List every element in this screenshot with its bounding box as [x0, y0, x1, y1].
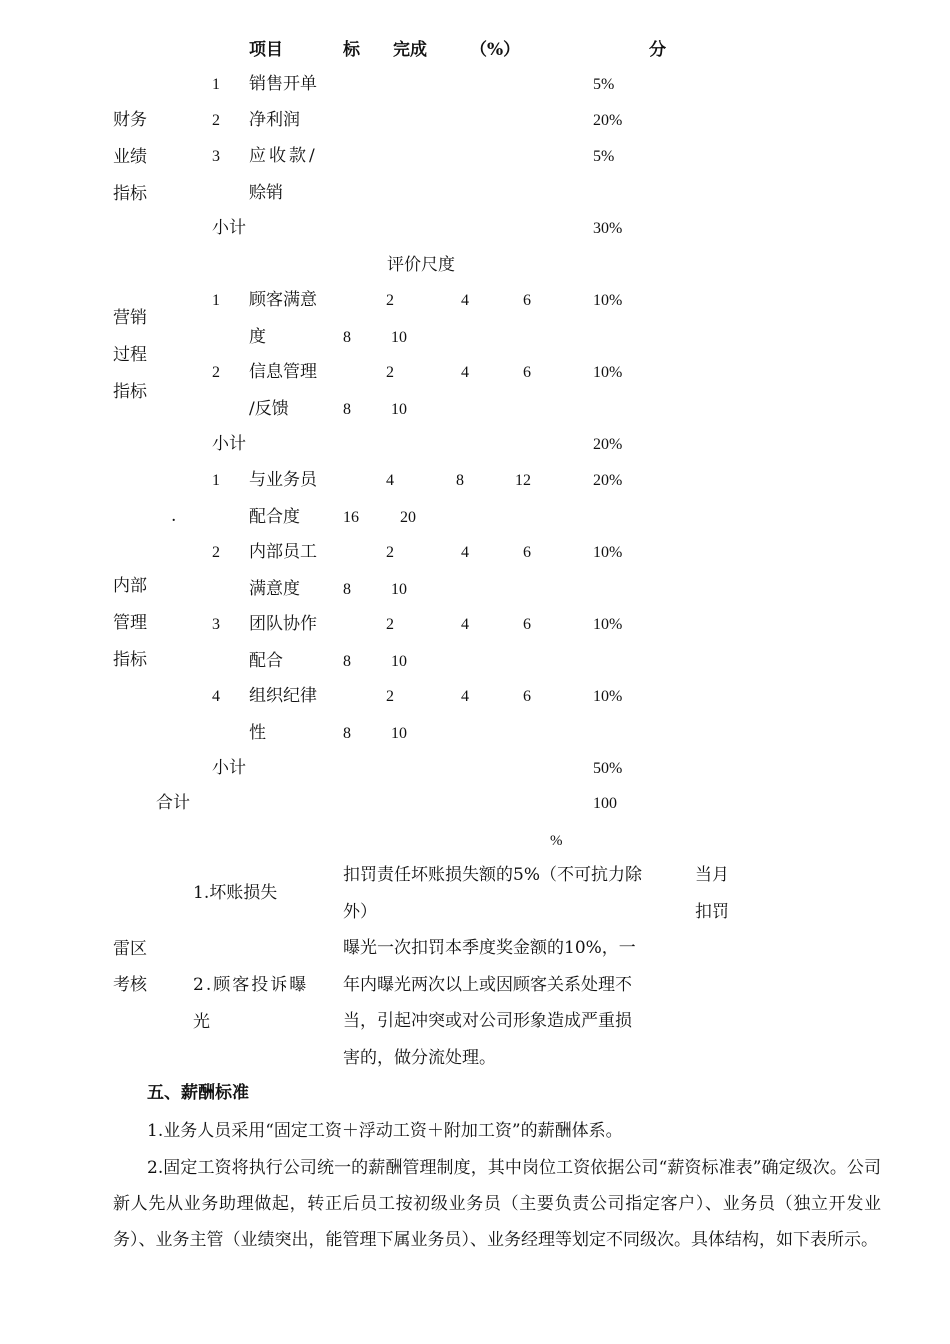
subtotal-label: 小计: [212, 218, 246, 238]
row-number: 3: [212, 148, 220, 165]
row-weight: 20%: [593, 472, 623, 489]
scale-value: 2: [386, 688, 394, 705]
header-pct: （%）: [470, 40, 521, 60]
row-name: 净利润: [249, 110, 300, 130]
scale-value: 8: [456, 472, 464, 489]
row-name: 配合度: [249, 507, 300, 527]
redzone-category: 考核: [113, 975, 147, 995]
subtotal-label: 小计: [212, 434, 246, 454]
row-weight: 10%: [593, 688, 623, 705]
scale-value: 4: [461, 292, 469, 309]
subtotal-value: 30%: [593, 220, 623, 237]
row-number: 3: [212, 616, 220, 633]
scale-value: 8: [343, 581, 351, 598]
row-name: 与业务员: [249, 470, 317, 490]
total-pct: %: [550, 833, 563, 849]
scale-value: 8: [343, 653, 351, 670]
row-name: 配合: [249, 651, 283, 671]
scale-value: 4: [461, 544, 469, 561]
header-complete: 完成: [393, 40, 427, 60]
row-name: 内部员工: [249, 542, 317, 562]
scale-value: 6: [523, 292, 531, 309]
scale-value: 10: [391, 653, 407, 670]
redzone-item-name: 2.顾客投诉曝: [193, 975, 309, 995]
internal-category: 内部: [113, 576, 147, 596]
header-target: 标: [343, 40, 360, 60]
scale-value: 2: [386, 544, 394, 561]
redzone-category: 雷区: [113, 939, 147, 959]
row-weight: 10%: [593, 616, 623, 633]
row-number: 2: [212, 112, 220, 129]
row-number: 2: [212, 364, 220, 381]
header-score: 分: [649, 40, 666, 60]
scale-value: 2: [386, 616, 394, 633]
finance-category: 业绩: [113, 147, 147, 167]
row-weight: 10%: [593, 292, 623, 309]
scale-value: 4: [461, 688, 469, 705]
row-name: 销售开单: [249, 74, 317, 94]
row-name: 性: [249, 723, 266, 743]
redzone-item-desc: 害的，做分流处理。: [343, 1048, 496, 1068]
row-name: /反馈: [249, 399, 289, 419]
scale-value: 4: [386, 472, 394, 489]
redzone-item-name: 光: [193, 1012, 210, 1032]
scale-value: 2: [386, 292, 394, 309]
row-name: 组织纪律: [249, 686, 317, 706]
scale-value: 16: [343, 509, 359, 526]
redzone-item-desc: 扣罚责任坏账损失额的5%（不可抗力除: [343, 865, 642, 885]
scale-value: 10: [391, 401, 407, 418]
redzone-item-desc: 曝光一次扣罚本季度奖金额的10%，一: [343, 938, 636, 958]
row-weight: 20%: [593, 112, 623, 129]
marketing-category: 过程: [113, 345, 147, 365]
paragraph-1: [113, 1113, 881, 1149]
finance-category: 指标: [113, 184, 147, 204]
scale-value: 10: [391, 581, 407, 598]
row-weight: 5%: [593, 148, 615, 165]
row-name: 团队协作: [249, 614, 317, 634]
redzone-item-action: 扣罚: [695, 902, 729, 922]
scale-value: 6: [523, 544, 531, 561]
scale-value: 20: [400, 509, 416, 526]
scale-value: 4: [461, 616, 469, 633]
row-name: 顾客满意: [249, 290, 317, 310]
finance-category: 财务: [113, 110, 147, 130]
row-name: 满意度: [249, 579, 300, 599]
scale-value: 8: [343, 329, 351, 346]
paragraph-2: [113, 1150, 881, 1258]
row-number: 1: [212, 292, 220, 309]
scale-value: 2: [386, 364, 394, 381]
redzone-item-desc: 当，引起冲突或对公司形象造成严重损: [343, 1011, 632, 1031]
internal-category: 指标: [113, 650, 147, 670]
header-item: 项目: [249, 40, 283, 60]
row-name: 应收款/: [249, 146, 318, 166]
row-weight: 10%: [593, 544, 623, 561]
scale-value: 10: [391, 725, 407, 742]
redzone-item-name: 1.坏账损失: [193, 883, 278, 903]
row-weight: 5%: [593, 76, 615, 93]
scale-value: 8: [343, 401, 351, 418]
paragraph-2-text: 2.固定工资将执行公司统一的薪酬管理制度，其中岗位工资依据公司“薪资标准表”确定级次。公司新人先从业务助理做起，转正后员工按初级业务员（主要负责公司指定客户）、业务员（独立开发业务）、业务主管（业绩突出，能管理下属业务员）、业务经理等划定不同级次。具体结构，如下表所示。: [113, 1158, 881, 1250]
scale-value: 6: [523, 364, 531, 381]
subtotal-label: 小计: [212, 758, 246, 778]
subtotal-value: 20%: [593, 436, 623, 453]
row-number: 1: [212, 472, 220, 489]
row-weight: 10%: [593, 364, 623, 381]
redzone-item-desc: 外）: [343, 902, 377, 922]
scale-value: 6: [523, 688, 531, 705]
redzone-item-action: 当月: [695, 865, 729, 885]
internal-category: 管理: [113, 613, 147, 633]
subtotal-value: 50%: [593, 760, 623, 777]
stray-dot: .: [171, 506, 177, 526]
row-name: 赊销: [249, 183, 283, 203]
scale-value: 12: [515, 472, 531, 489]
total-label: 合计: [156, 793, 190, 813]
row-number: 4: [212, 688, 220, 705]
scale-value: 8: [343, 725, 351, 742]
row-name: 信息管理: [249, 362, 317, 382]
marketing-category: 指标: [113, 382, 147, 402]
scale-value: 10: [391, 329, 407, 346]
paragraph-1-text: 1.业务人员采用“固定工资＋浮动工资＋附加工资”的薪酬体系。: [147, 1121, 623, 1141]
total-value: 100: [593, 795, 617, 812]
row-number: 1: [212, 76, 220, 93]
row-name: 度: [249, 327, 266, 347]
redzone-item-desc: 年内曝光两次以上或因顾客关系处理不: [343, 975, 632, 995]
marketing-category: 营销: [113, 308, 147, 328]
scale-value: 4: [461, 364, 469, 381]
scale-value: 6: [523, 616, 531, 633]
row-number: 2: [212, 544, 220, 561]
section-title: 五、薪酬标准: [147, 1083, 249, 1103]
scale-label: 评价尺度: [387, 255, 455, 275]
